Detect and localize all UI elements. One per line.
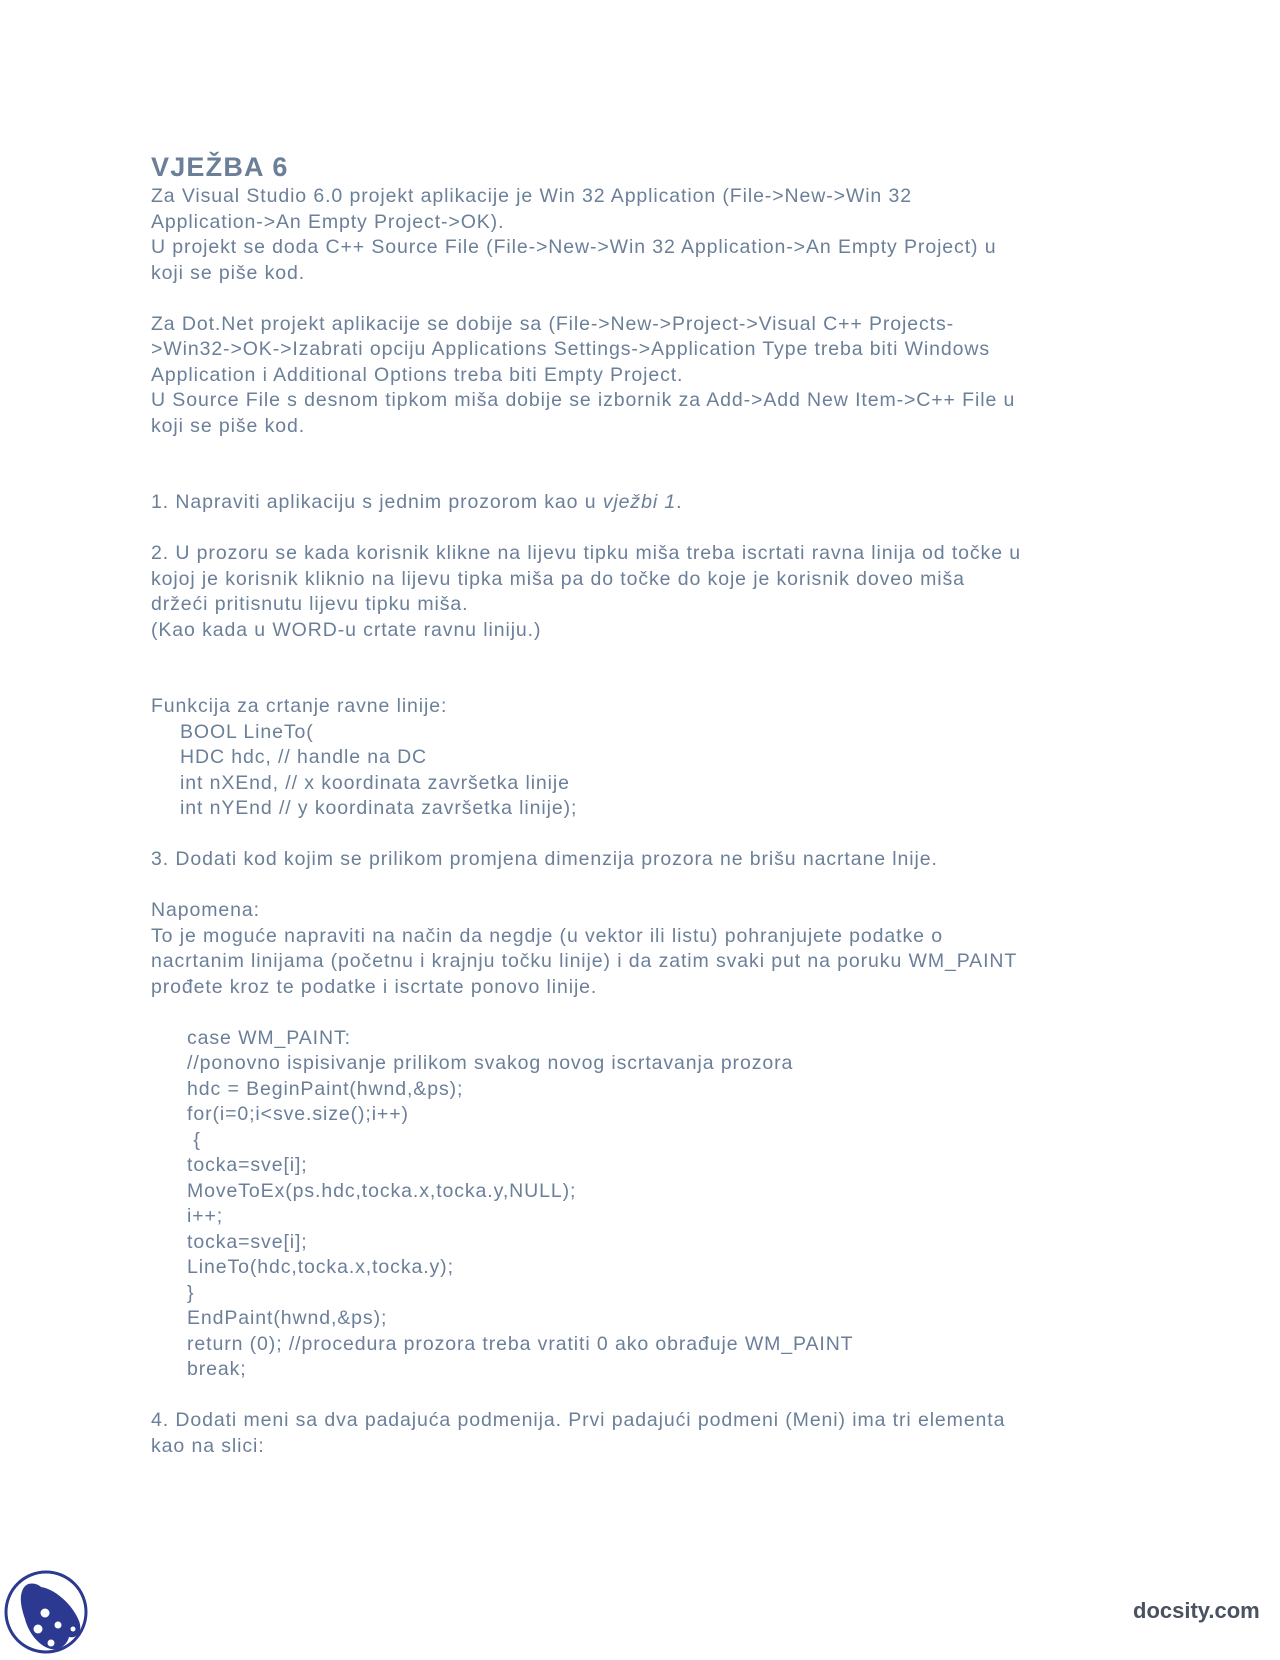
code-line: tocka=sve[i]; [187, 1154, 308, 1176]
code-line: i++; [187, 1205, 224, 1227]
code-line: } [187, 1281, 195, 1304]
code-line: int nYEnd // y koordinata završetka linije); [180, 797, 578, 819]
page-title: VJEŽBA 6 [151, 152, 289, 182]
task-3: 3. Dodati kod kojim se prilikom promjena dimenzija prozora ne brišu nacrtane lnije. [151, 848, 938, 870]
code-line: hdc = BeginPaint(hwnd,&ps); [187, 1077, 464, 1100]
text-line: nacrtanim linijama (početnu i krajnju točku linije) i da zatim svaki put na poruku WM_PAINT [151, 950, 1018, 972]
code-line: LineTo(hdc,tocka.x,tocka.y); [187, 1256, 454, 1278]
intro-dotnet-section [151, 312, 1131, 440]
code-line: int nXEnd, // x koordinata završetka linije [180, 771, 570, 794]
text-line: To je moguće napraviti na način da negdje (u vektor ili listu) pohranjujete podatke o [151, 924, 943, 947]
task-1-suffix: . [676, 491, 683, 513]
code-line: MoveToEx(ps.hdc,tocka.x,tocka.y,NULL); [187, 1179, 577, 1202]
spacer [151, 643, 1131, 694]
text-line: (Kao kada u WORD-u crtate ravnu liniju.) [151, 618, 542, 641]
task-1-reference: vježbi 1 [602, 491, 677, 513]
text-line: prođete kroz te podatke i iscrtate ponovo linije. [151, 975, 598, 998]
code-line: for(i=0;i<sve.size();i++) [187, 1103, 409, 1125]
code-line: { [187, 1128, 201, 1151]
text-line: Za Visual Studio 6.0 projekt aplikacije je Win 32 Application (File->New->Win 32 [151, 185, 912, 207]
spacer [151, 439, 1131, 490]
task-4 [151, 1408, 1131, 1459]
function-signature [151, 720, 1131, 822]
code-line: HDC hdc, // handle na DC [180, 746, 428, 768]
code-line: return (0); //procedura prozora treba vratiti 0 ako obrađuje WM_PAINT [187, 1332, 854, 1355]
task-2 [151, 541, 1131, 643]
task-1 [151, 490, 1131, 516]
spacer [151, 873, 1131, 899]
text-line: koji se piše kod. [151, 414, 306, 437]
note-text [151, 924, 1131, 1001]
spacer [151, 822, 1131, 848]
spacer [151, 1383, 1131, 1409]
document-page [151, 150, 1131, 1459]
spacer [151, 1000, 1131, 1026]
docsity-logo-svg [3, 1569, 89, 1655]
note-heading: Napomena: [151, 899, 260, 921]
spacer [151, 286, 1131, 312]
text-line: držeći pritisnutu lijevu tipku miša. [151, 593, 469, 615]
code-line: break; [187, 1358, 247, 1380]
text-line: 2. U prozoru se kada korisnik klikne na lijevu tipku miša treba iscrtati ravna linija od točke u [151, 542, 1022, 564]
code-block [151, 1026, 1131, 1383]
text-line: 4. Dodati meni sa dva padajuća podmenija. Prvi padajući podmeni (Meni) ima tri elementa [151, 1409, 1006, 1431]
code-line: EndPaint(hwnd,&ps); [187, 1307, 388, 1329]
code-line: BOOL LineTo( [180, 720, 314, 743]
text-line: U projekt se doda C++ Source File (File->New->Win 32 Application->An Empty Project) u [151, 236, 997, 258]
docsity-watermark[interactable]: docsity.com [1133, 1598, 1260, 1623]
code-line: case WM_PAINT: [187, 1026, 351, 1049]
docsity-logo-icon[interactable] [3, 1569, 89, 1655]
text-line: >Win32->OK->Izabrati opciju Applications Settings->Application Type treba biti Windows [151, 338, 991, 360]
spacer [151, 516, 1131, 542]
task-1-prefix: 1. Napraviti aplikaciju s jednim prozorom kao u [151, 491, 603, 513]
text-line: Application->An Empty Project->OK). [151, 210, 505, 233]
text-line: Za Dot.Net projekt aplikacije se dobije sa (File->New->Project->Visual C++ Projects- [151, 312, 955, 335]
text-line: koji se piše kod. [151, 261, 306, 284]
code-line: //ponovno ispisivanje prilikom svakog novog iscrtavanja prozora [187, 1052, 794, 1074]
code-line: tocka=sve[i]; [187, 1230, 308, 1253]
intro-vs6-section [151, 184, 1131, 286]
text-line: kao na slici: [151, 1434, 265, 1457]
text-line: kojoj je korisnik kliknio na lijevu tipka miša pa do točke do koje je korisnik doveo miša [151, 567, 965, 590]
text-line: Application i Additional Options treba biti Empty Project. [151, 363, 684, 386]
function-heading: Funkcija za crtanje ravne linije: [151, 695, 448, 717]
text-line: U Source File s desnom tipkom miša dobije se izbornik za Add->Add New Item->C++ File u [151, 389, 1016, 411]
